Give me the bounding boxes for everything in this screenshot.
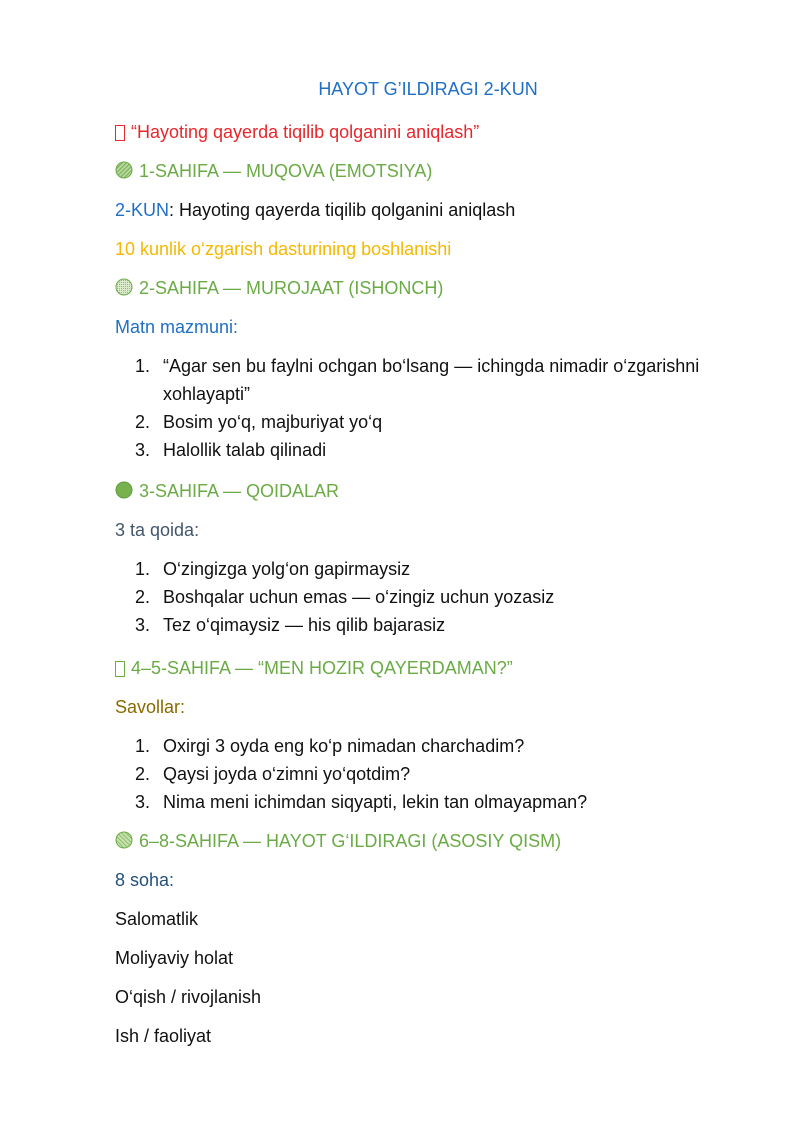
list-item: 1. “Agar sen bu faylni ochgan bo‘lsang — ichingda nimadir o‘zgarishni xohlayapti” [135, 356, 700, 404]
page3-heading: 3-SAHIFA — QOIDALAR [139, 481, 340, 501]
page68-heading: 6–8-SAHIFA — HAYOT G‘ILDIRAGI (ASOSIY QISM) [139, 831, 562, 851]
page1-heading-line [115, 159, 432, 183]
area-item: O‘qish / rivojlanish [115, 987, 262, 1007]
missing-glyph-icon [115, 661, 125, 677]
questions-list [115, 732, 723, 816]
green-circle-icon [115, 481, 133, 499]
green-circle-icon [115, 278, 133, 296]
questions-label: Savollar: [115, 697, 186, 717]
quote-heading-line [115, 120, 479, 144]
area-item: Salomatlik [115, 909, 199, 929]
page68-heading-line [115, 829, 561, 853]
day-text: : Hayoting qayerda tiqilib qolganini aniqlash [169, 200, 516, 220]
page2-heading: 2-SAHIFA — MUROJAAT (ISHONCH) [139, 278, 444, 298]
list-item: 2. Bosim yo‘q, majburiyat yo‘q [135, 412, 383, 432]
list-item: 2. Boshqalar uchun emas — o‘zingiz uchun yozasiz [135, 587, 555, 607]
day-line [115, 198, 515, 222]
matn-label: Matn mazmuni: [115, 317, 239, 337]
green-circle-icon [115, 161, 133, 179]
rules-list [115, 555, 723, 639]
day-label: 2-KUN [115, 200, 170, 220]
program-start: 10 kunlik o‘zgarish dasturining boshlanishi [115, 239, 452, 259]
area-item: Ish / faoliyat [115, 1026, 212, 1046]
page2-heading-line [115, 276, 443, 300]
quote-heading: “Hayoting qayerda tiqilib qolganini aniqlash” [131, 122, 480, 142]
area-item: Moliyaviy holat [115, 948, 234, 968]
list-item: 3. Halollik talab qilinadi [135, 440, 327, 460]
document-title: HAYOT G’ILDIRAGI 2-KUN [318, 79, 538, 99]
missing-glyph-icon [115, 125, 125, 141]
list-item: 3. Nima meni ichimdan siqyapti, lekin tan olmayapman? [135, 792, 588, 812]
page3-heading-line [115, 479, 339, 503]
list-item: 2. Qaysi joyda o‘zimni yo‘qotdim? [135, 764, 411, 784]
list-item: 3. Tez o‘qimaysiz — his qilib bajarasiz [135, 615, 446, 635]
page45-heading: 4–5-SAHIFA — “MEN HOZIR QAYERDAMAN?” [131, 658, 513, 678]
matn-list [115, 352, 723, 464]
green-circle-icon [115, 831, 133, 849]
list-item: 1. Oxirgi 3 oyda eng ko‘p nimadan charchadim? [135, 736, 525, 756]
list-item: 1. O‘zingizga yolg‘on gapirmaysiz [135, 559, 411, 579]
rules-label: 3 ta qoida: [115, 520, 200, 540]
page45-heading-line [115, 656, 513, 680]
areas-label: 8 soha: [115, 870, 175, 890]
page1-heading: 1-SAHIFA — MUQOVA (EMOTSIYA) [139, 161, 433, 181]
